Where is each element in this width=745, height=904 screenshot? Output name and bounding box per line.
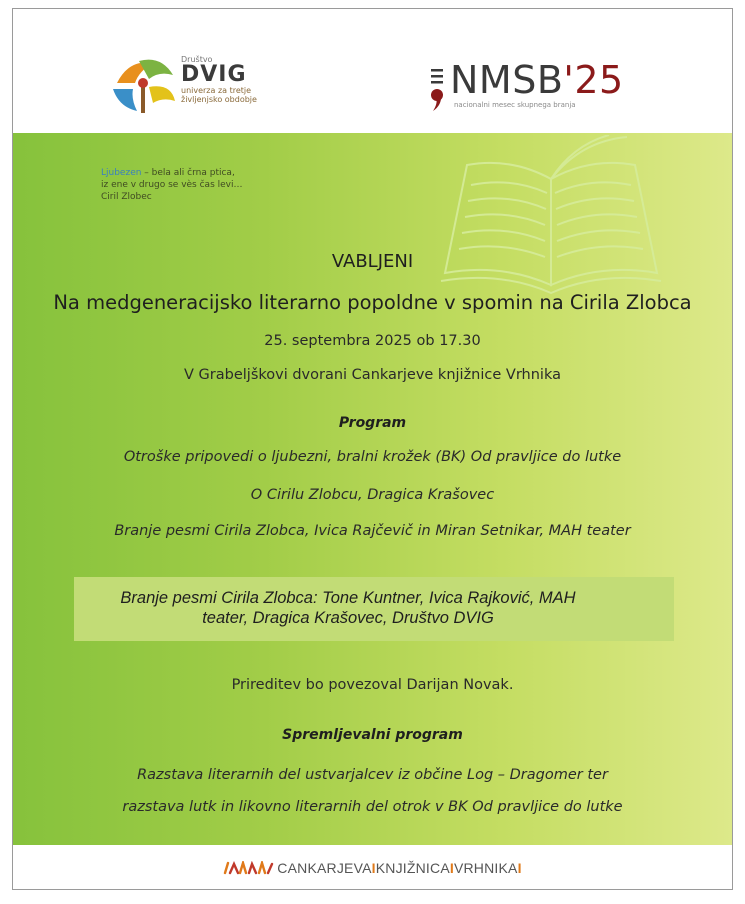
quote-line-2: iz ene v drugo se vès čas levi…	[101, 180, 243, 190]
dvig-logo-text	[181, 55, 257, 104]
dvig-small-label: Društvo	[181, 55, 213, 64]
quote-line-1	[101, 167, 321, 179]
library-separator: I	[517, 860, 522, 876]
nmsb-logo-icon	[427, 65, 449, 113]
library-word-2: KNJIŽNICA	[375, 860, 450, 876]
quote-highlight-word: Ljubezen	[101, 168, 142, 178]
library-word-1: CANKARJEVA	[277, 860, 372, 876]
library-logo-icon	[223, 861, 275, 875]
library-separator: I	[449, 860, 454, 876]
dvig-logo-icon	[109, 53, 179, 117]
open-book-icon	[431, 135, 671, 305]
nmsb-tagline: nacionalni mesec skupnega branja	[454, 101, 576, 109]
quote-line-1-rest: – bela ali črna ptica,	[141, 168, 235, 178]
correction-overlay	[74, 577, 674, 641]
poem-quote	[101, 167, 321, 203]
event-title: Na medgeneracijsko literarno popoldne v spomin na Cirila Zlobca	[53, 291, 692, 314]
quote-author: Ciril Zlobec	[101, 192, 152, 202]
dvig-subtitle-2: življenjsko obdobje	[181, 95, 257, 104]
program-item: O Cirilu Zlobcu, Dragica Krašovec	[250, 487, 495, 503]
side-program-line: razstava lutk in likovno literarnih del otrok v BK Od pravljice do lutke	[122, 799, 623, 815]
event-venue: V Grabeljškovi dvorani Cankarjeve knjižnice Vrhnika	[184, 367, 561, 383]
poster	[12, 8, 733, 890]
side-program-heading: Spremljevalni program	[282, 727, 463, 743]
program-item: Otroške pripovedi o ljubezni, bralni krožek (BK) Od pravljice do lutke	[123, 449, 622, 465]
dvig-name: DVIG	[181, 62, 247, 87]
program-item: Branje pesmi Cirila Zlobca, Ivica Rajčevič in Miran Setnikar, MAH teater	[114, 523, 631, 539]
library-separator: I	[371, 860, 376, 876]
nmsb-logo-text	[450, 59, 624, 101]
program-heading: Program	[338, 415, 407, 431]
nmsb-name: NMSB	[450, 58, 564, 102]
event-date: 25. septembra 2025 ob 17.30	[264, 333, 481, 349]
nmsb-year: '25	[563, 58, 624, 102]
invitation-heading: VABLJENI	[331, 251, 414, 272]
overlay-line-1: Branje pesmi Cirila Zlobca: Tone Kuntner, Ivica Rajković, MAH	[120, 589, 576, 607]
dvig-subtitle-1: univerza za tretje	[181, 86, 252, 95]
header-band	[13, 9, 732, 133]
side-program-line: Razstava literarnih del ustvarjalcev iz občine Log – Dragomer ter	[137, 767, 608, 783]
host-note: Prireditev bo povezoval Darijan Novak.	[231, 677, 514, 693]
footer-band	[13, 845, 732, 890]
library-name	[277, 860, 521, 876]
overlay-line-2: teater, Dragica Krašovec, Društvo DVIG	[202, 609, 494, 627]
library-word-3: VRHNIKA	[453, 860, 518, 876]
